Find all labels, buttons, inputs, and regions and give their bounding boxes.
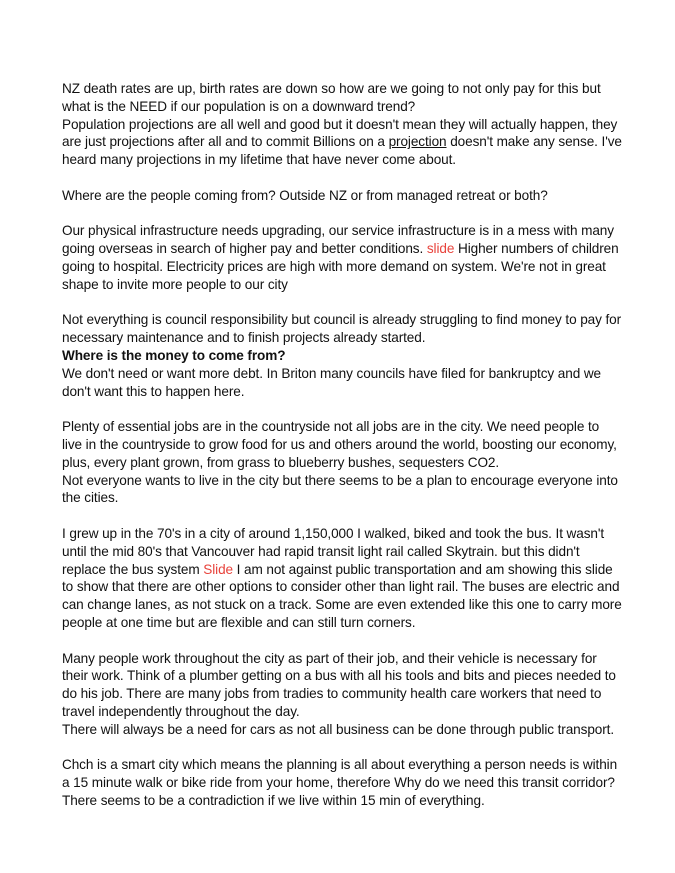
document-body <box>62 80 622 827</box>
paragraph-transit-history: I grew up in the 70's in a city of around 1,150,000 I walked, biked and took the bus. It wasn't until the mid 80's that Vancouver had rapid transit light rail called Skytrain. but this didn't replace the bus system Slide I am not against public transportation and am showing this slide to show that there are other options to consider other than light rail. The buses are electric and can change lanes, as not stuck on a track. Some are even extended like this one to carry more people at one time but are flexible and can still turn corners. <box>62 525 622 630</box>
countryside-jobs-text: Plenty of essential jobs are in the countryside not all jobs are in the city. We need people to live in the countryside to grow food for us and others around the world, boosting our economy, plus, every plant grown, from grass to blueberry bushes, sequesters CO2. <box>62 419 617 470</box>
paragraph-countryside <box>62 418 622 507</box>
paragraph-smart-city: Chch is a smart city which means the planning is all about everything a person needs is within a 15 minute walk or bike ride from your home, therefore Why do we need this transit corridor? There seems to be a contradiction if we live within 15 min of everything. <box>62 757 618 808</box>
cities-plan-text: Not everyone wants to live in the city but there seems to be a plan to encourage everyone into the cities. <box>62 472 618 506</box>
population-question: NZ death rates are up, birth rates are down so how are we going to not only pay for this but what is the NEED if our population is on a downward trend? <box>62 81 601 114</box>
paragraph-vehicles <box>62 650 622 739</box>
money-heading: Where is the money to come from? <box>62 347 286 363</box>
paragraph-people-source: Where are the people coming from? Outside NZ or from managed retreat or both? <box>62 187 548 203</box>
cars-need-text: There will always be a need for cars as not all business can be done through public transport. <box>62 721 615 737</box>
debt-text: We don't need or want more debt. In Briton many councils have filed for bankruptcy and we don't want this to happen here. <box>62 365 602 399</box>
slide-reference: slide <box>426 241 455 257</box>
slide-reference: Slide <box>203 561 233 577</box>
council-responsibility-text: Not everything is council responsibility but council is already struggling to find money to pay for necessary maintenance and to finish projects already started. <box>62 312 622 346</box>
paragraph-population <box>62 80 622 169</box>
projections-text: Population projections are all well and good but it doesn't mean they will actually happen, they are just projections after all and to commit Billions on a projection doesn't make any sense. I've heard many projections in my lifetime that have never come about. <box>62 116 622 168</box>
vehicle-work-text: Many people work throughout the city as part of their job, and their vehicle is necessary for their work. Think of a plumber getting on a bus with all his tools and bits and pieces needed to do his job. There are many jobs from tradies to community health care workers that need to travel independently throughout the day. <box>62 650 616 719</box>
paragraph-council <box>62 311 622 400</box>
projection-link[interactable]: projection <box>388 134 447 150</box>
paragraph-infrastructure: Our physical infrastructure needs upgrading, our service infrastructure is in a mess with many going overseas in search of higher pay and better conditions. slide Higher numbers of children going to hospital. Electricity prices are high with more demand on system. We're not in great shape to invite more people to our city <box>62 223 619 292</box>
